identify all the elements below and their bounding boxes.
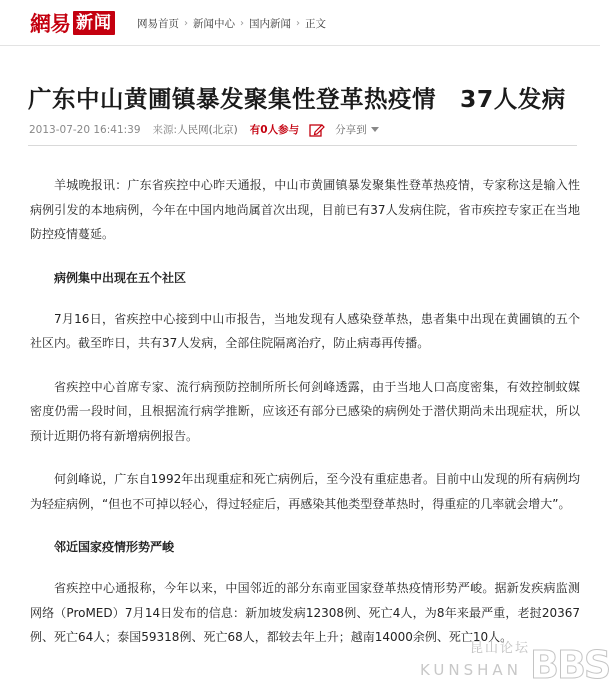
participants-link[interactable]: 有0人参与 <box>249 124 300 136</box>
watermark-cn-text: 昆山论坛 <box>470 641 531 656</box>
article-source <box>153 122 238 137</box>
breadcrumb-separator: › <box>184 18 188 29</box>
breadcrumb-domestic-news-link[interactable]: 国内新闻 <box>249 18 291 30</box>
breadcrumb-separator: › <box>296 18 300 29</box>
share-button[interactable] <box>335 122 379 137</box>
breadcrumb-news-center-link[interactable]: 新闻中心 <box>193 18 235 30</box>
meta-divider <box>28 145 577 146</box>
netease-news-logo[interactable] <box>30 10 115 36</box>
article-paragraph: 羊城晚报讯：广东省疾控中心昨天通报，中山市黄圃镇暴发聚集性登革热疫情，专家称这是输入性病例引发的本地病例，今年在中国内地尚属首次出现，目前已有37人发病住院，省市疾控专家正在当地防控疫情蔓延。 <box>30 178 580 241</box>
article-subheading: 病例集中出现在五个社区 <box>54 270 187 285</box>
breadcrumb-home-link[interactable]: 网易首页 <box>137 18 179 30</box>
kunshan-bbs-watermark <box>418 635 609 691</box>
participants-count[interactable] <box>250 122 299 137</box>
watermark-en-text: KUNSHAN <box>420 661 522 679</box>
pencil-square-icon[interactable] <box>309 123 325 137</box>
share-label: 分享到 <box>335 124 367 136</box>
article-paragraph: 7月16日，省疾控中心接到中山市报告，当地发现有人感染登革热，患者集中出现在黄圃镇的五个社区内。截至昨日，共有37人发病，全部住院隔离治疗，防止病毒再传播。 <box>30 311 580 350</box>
breadcrumb-separator: › <box>240 18 244 29</box>
logo-wangyi-text: 網易 <box>30 11 70 36</box>
article-body <box>30 173 580 669</box>
article-subheading: 邻近国家疫情形势严峻 <box>54 540 175 554</box>
article-datetime: 2013-07-20 16:41:39 <box>29 123 141 136</box>
top-bar <box>0 0 600 46</box>
breadcrumb <box>137 16 326 31</box>
article-paragraph: 省疾控中心通报称，今年以来，中国邻近的部分东南亚国家登革热疫情形势严峻。据新发疾病监测网络（ProMED）7月14日发布的信息：新加坡发病12308例、死亡4人，为8年来最严重，老挝20367例、死亡64人；泰国59318例、死亡68人，都较去年上升；越南14000余例、死亡10人。 <box>30 581 580 644</box>
article-paragraph: 何剑峰说，广东自1992年出现重症和死亡病例后，至今没有重症患者。目前中山发现的所有病例均为轻症病例，“但也不可掉以轻心，得过轻症后，再感染其他类型登革热时，得重症的几率就会增大”。 <box>30 472 580 511</box>
breadcrumb-current: 正文 <box>305 18 326 30</box>
logo-xinwen-text: 新闻 <box>73 11 115 35</box>
watermark-bbs-text: BBS <box>530 643 609 687</box>
chevron-down-icon <box>371 127 379 132</box>
article-title: 广东中山黄圃镇暴发聚集性登革热疫情 37人发病 <box>28 85 566 113</box>
source-prefix: 来源: <box>152 124 178 136</box>
article-meta <box>29 122 379 137</box>
source-link[interactable]: 人民网(北京) <box>177 124 238 136</box>
article-paragraph: 省疾控中心首席专家、流行病预防控制所所长何剑峰透露，由于当地人口高度密集，有效控制蚊媒密度仍需一段时间，且根据流行病学推断，应该还有部分已感染的病例处于潜伏期尚未出现症状，所以预计近期仍将有新增病例报告。 <box>30 379 580 443</box>
